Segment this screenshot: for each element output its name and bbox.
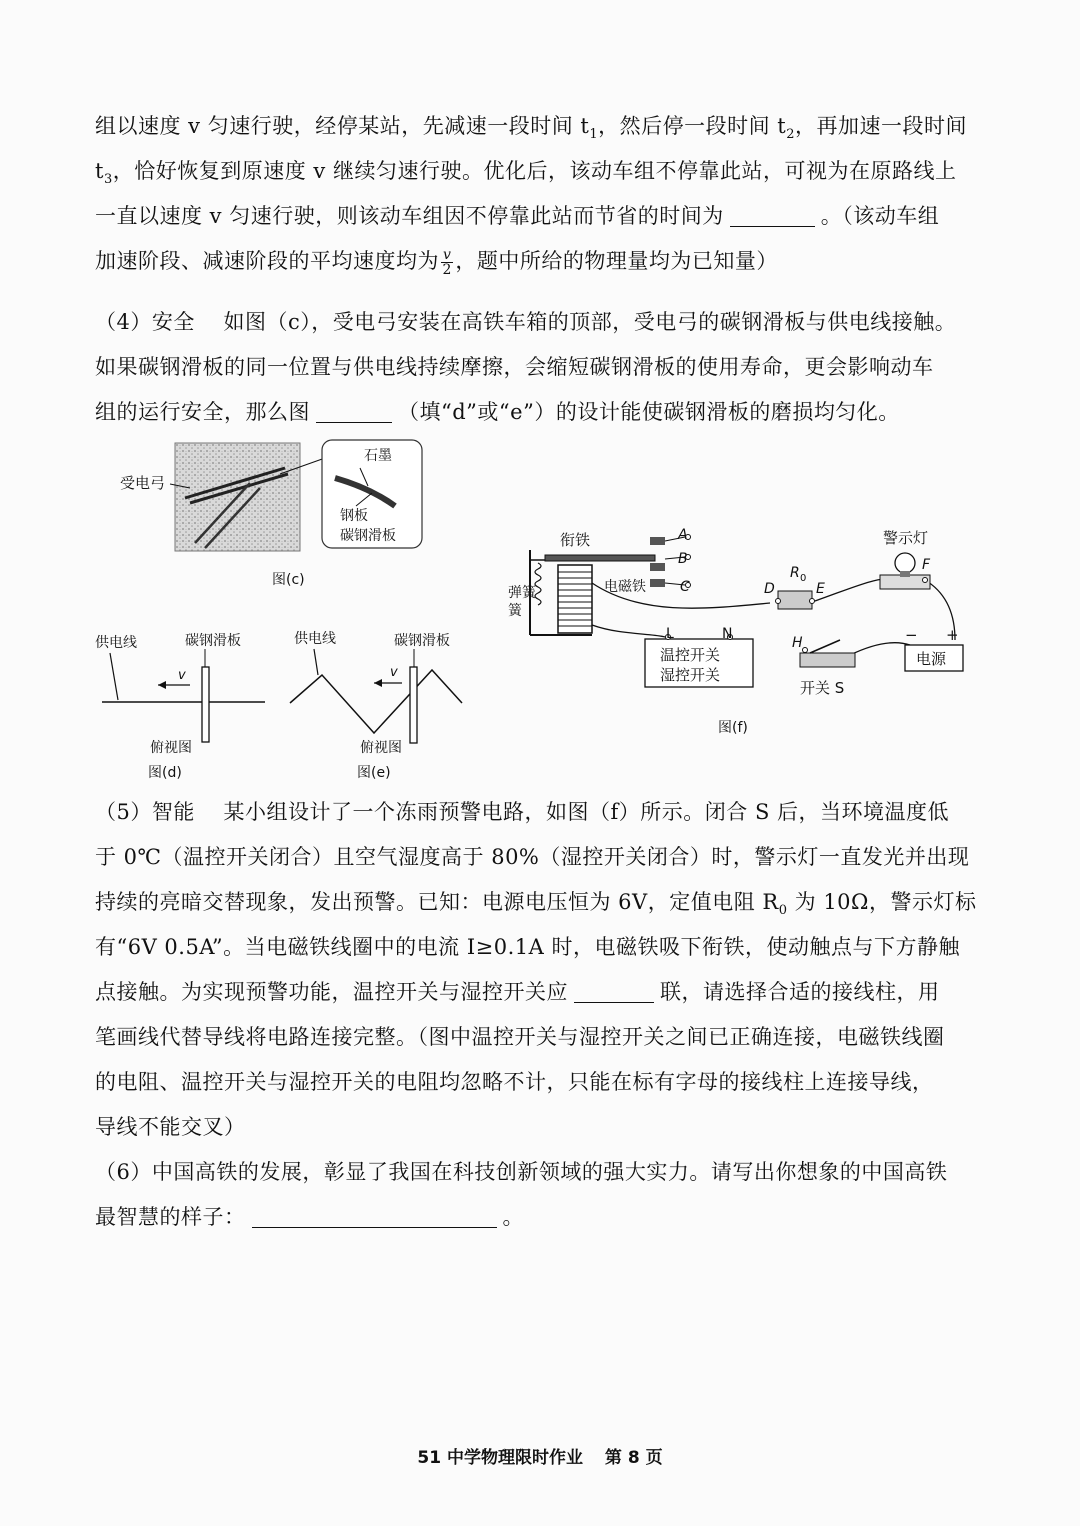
power-minus: −: [905, 626, 918, 644]
svg-text:L: L: [666, 626, 674, 642]
warning-lamp: [895, 553, 915, 573]
terminal-D[interactable]: [776, 599, 781, 604]
figure-f-circuit: [500, 525, 980, 740]
svg-text:N: N: [722, 626, 733, 642]
label-power: 电源: [916, 650, 947, 668]
page-number: 第 8 页: [604, 1448, 663, 1468]
label-spring-2: 簧: [508, 603, 522, 619]
label-topview-d: 俯视图: [150, 740, 192, 756]
label-temp-switch: 温控开关: [660, 646, 721, 664]
q5-line-7: 的电阻、温控开关与湿控开关的电阻均忽略不计，只能在标有字母的接线柱上连接导线，: [95, 1070, 934, 1094]
q4-line-3: 组的运行安全，那么图 （填“d”或“e”）的设计能使碳钢滑板的磨损均匀化。: [95, 400, 900, 424]
q3-line-3: 一直以速度 v 匀速行驶，则该动车组因不停靠此站而节省的时间为 。（该动车组: [95, 204, 940, 228]
label-lamp: 警示灯: [883, 529, 929, 547]
answer-blank-q3[interactable]: [730, 204, 815, 227]
svg-text:F: F: [922, 557, 931, 573]
svg-text:A: A: [678, 527, 688, 543]
q5-line-4: 有“6V 0.5A”。当电磁铁线圈中的电流 I≥0.1A 时，电磁铁吸下衔铁，使动触点与下方静触: [95, 935, 960, 959]
label-wire-d: 供电线: [95, 635, 137, 651]
figure-e: [282, 625, 472, 785]
label-slide-e: 碳钢滑板: [394, 633, 450, 649]
switch-S[interactable]: [800, 653, 855, 667]
q4-line-2: 如果碳钢滑板的同一位置与供电线持续摩擦，会缩短碳钢滑板的使用寿命，更会影响动车: [95, 355, 934, 379]
armature: [545, 555, 655, 561]
svg-text:v: v: [178, 668, 186, 683]
q3-line-2: $t_3$，恰好恢复到原速度 v 继续匀速行驶。优化后，该动车组不停靠此站，可视为在原路线上: [95, 159, 957, 188]
carbon-slide-e: [410, 667, 417, 743]
label-graphite: 石墨: [364, 448, 392, 464]
q5-line-6: 笔画线代替导线将电路连接完整。（图中温控开关与湿控开关之间已正确连接，电磁铁线圈: [95, 1025, 945, 1049]
answer-blank-q5[interactable]: [574, 980, 654, 1003]
q3-paragraph: [95, 104, 990, 284]
q4-line-1: （4）安全 如图（c），受电弓安装在高铁车箱的顶部，受电弓的碳钢滑板与供电线接触。: [95, 310, 957, 334]
svg-text:B: B: [678, 551, 688, 567]
wire-coil-to-L: [592, 625, 665, 637]
svg-text:H: H: [792, 635, 803, 651]
q6-line-2: 最智慧的样子： 。: [95, 1205, 524, 1229]
wire-zigzag: [290, 670, 462, 733]
label-carbon-slide: 碳钢滑板: [340, 528, 396, 544]
label-armature: 衔铁: [560, 531, 591, 549]
page-footer: [0, 1443, 1080, 1468]
terminal-F[interactable]: [923, 578, 928, 583]
resistor-R0: [778, 591, 812, 609]
q4-paragraph: [95, 300, 990, 435]
caption-f: 图(f): [718, 720, 748, 736]
q5-paragraph: [95, 790, 990, 1150]
q6-paragraph: [95, 1150, 990, 1240]
label-humid-switch: 湿控开关: [660, 666, 721, 684]
label-wire-e: 供电线: [294, 631, 336, 647]
figure-c: [110, 438, 430, 588]
caption-e: 图(e): [357, 765, 391, 781]
label-topview-e: 俯视图: [360, 740, 402, 756]
answer-blank-q4[interactable]: [316, 400, 392, 423]
q5-line-3: 持续的亮暗交替现象，发出预警。已知：电源电压恒为 6V，定值电阻 $R_0$ 为 10Ω，警示灯标: [95, 890, 977, 919]
power-plus: +: [946, 626, 959, 644]
terminal-E[interactable]: [810, 599, 815, 604]
q5-line-2: 于 0℃（温控开关闭合）且空气湿度高于 80%（湿控开关闭合）时，警示灯一直发光并出现: [95, 845, 970, 869]
q3-line-1: 组以速度 v 匀速行驶，经停某站，先减速一段时间 $t_1$，然后停一段时间 $t_2$，再加速一段时间: [95, 114, 968, 143]
carbon-slide-d: [202, 667, 209, 742]
terminal-H[interactable]: [803, 648, 808, 653]
label-electromagnet: 电磁铁: [604, 579, 646, 595]
caption-c: 图(c): [272, 572, 305, 588]
wire-switch-to-minus: [850, 643, 910, 655]
label-switch: 开关 S: [800, 679, 845, 697]
electromagnet-coil: [558, 565, 592, 633]
q5-line-1: （5）智能 某小组设计了一个冻雨预警电路，如图（f）所示。闭合 S 后，当环境温度低: [95, 800, 950, 824]
footer-title: 51 中学物理限时作业: [417, 1448, 583, 1468]
figure-d: [90, 625, 265, 785]
q5-line-5: 点接触。为实现预警功能，温控开关与湿控开关应 联，请选择合适的接线柱，用: [95, 980, 940, 1004]
q3-line-4: 加速阶段、减速阶段的平均速度均为 $\frac{v}{2}$ ，题中所给的物理量均为已知量）: [95, 247, 778, 278]
answer-blank-q6[interactable]: [252, 1205, 497, 1228]
label-R0: R: [790, 565, 800, 581]
svg-text:E: E: [816, 581, 825, 597]
svg-text:0: 0: [800, 573, 807, 584]
q6-line-1: （6）中国高铁的发展，彰显了我国在科技创新领域的强大实力。请写出你想象的中国高铁: [95, 1160, 948, 1184]
fraction-v-over-2: $\frac{v}{2}$: [442, 247, 452, 278]
label-pantograph: 受电弓: [120, 474, 166, 492]
q5-line-8: 导线不能交叉）: [95, 1115, 246, 1139]
svg-text:v: v: [390, 665, 398, 680]
label-slide-d: 碳钢滑板: [185, 633, 241, 649]
svg-text:D: D: [764, 581, 775, 597]
svg-text:C: C: [680, 579, 690, 595]
label-steel: 钢板: [340, 508, 368, 524]
label-spring: 弹簧: [508, 585, 536, 601]
caption-d: 图(d): [148, 765, 182, 781]
